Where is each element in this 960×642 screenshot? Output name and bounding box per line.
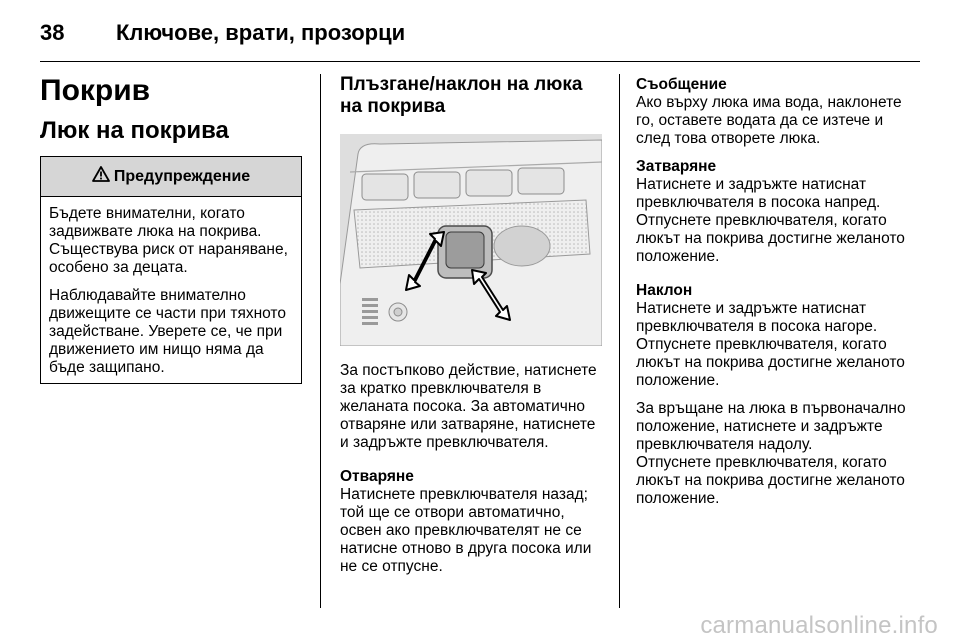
- column-3: [636, 66, 906, 508]
- subsection-heading: Плъзгане/наклон на люка на покрива: [340, 74, 583, 117]
- warning-title: Предупреждение: [113, 167, 251, 185]
- column-divider: [619, 74, 620, 608]
- tilt-label: Наклон: [636, 282, 693, 299]
- sunroof-switch-illustration: [340, 134, 602, 346]
- column-divider: [320, 74, 321, 608]
- return-paragraph: За връщане на люка в първоначално положение, натиснете и задръжте превключвателя надолу.: [636, 400, 906, 453]
- tilt-paragraph: Натиснете и задръжте натиснат превключвателя в посока нагоре. Отпуснете превключвателя, когато люкът на покрива достигне желаното положение.: [636, 300, 905, 389]
- watermark: carmanualsonline.info: [700, 612, 938, 639]
- page-header: [40, 10, 920, 62]
- warning-header: [41, 157, 301, 197]
- close-paragraph: Натиснете и задръжте натиснат превключвателя в посока напред. Отпуснете превключвателя, когато люкът на покрива достигне желаното положение.: [636, 176, 905, 265]
- warning-paragraph: Наблюдавайте внимателно движещите се части при тяхното задействане. Уверете се, че при движението им нищо няма да бъде защипано.: [49, 287, 286, 376]
- close-label: Затваряне: [636, 158, 717, 175]
- open-paragraph: Натиснете превключвателя назад; той ще се отвори автоматично, освен ако превключвателят не се натисне отново в друга посока или не се отпусне.: [340, 486, 592, 575]
- warning-body: [41, 197, 301, 383]
- intro-paragraph: За постъпково действие, натиснете за кратко превключвателя в желаната посока. За автоматично отваряне или затваряне, натиснете и задръжте превключвателя.: [340, 362, 597, 451]
- warning-box: [40, 156, 302, 384]
- column-1: [40, 66, 302, 384]
- page-number: 38: [40, 20, 65, 45]
- warning-paragraph: Бъдете внимателни, когато задвижвате люка на покрива. Съществува риск от нараняване, особено за децата.: [49, 205, 288, 276]
- column-2: [340, 66, 602, 576]
- section-title: Ключове, врати, прозорци: [116, 20, 406, 45]
- note-paragraph: Ако върху люка има вода, наклонете го, оставете водата да се изтече и след това отворете люка.: [636, 94, 902, 147]
- open-label: Отваряне: [340, 468, 414, 485]
- subsection-title: Люк на покрива: [40, 117, 229, 144]
- chapter-title: Покрив: [40, 74, 151, 107]
- note-label: Съобщение: [636, 76, 727, 93]
- warning-triangle-icon: [92, 166, 110, 187]
- release-paragraph: Отпуснете превключвателя, когато люкът на покрива достигне желаното положение.: [636, 454, 905, 507]
